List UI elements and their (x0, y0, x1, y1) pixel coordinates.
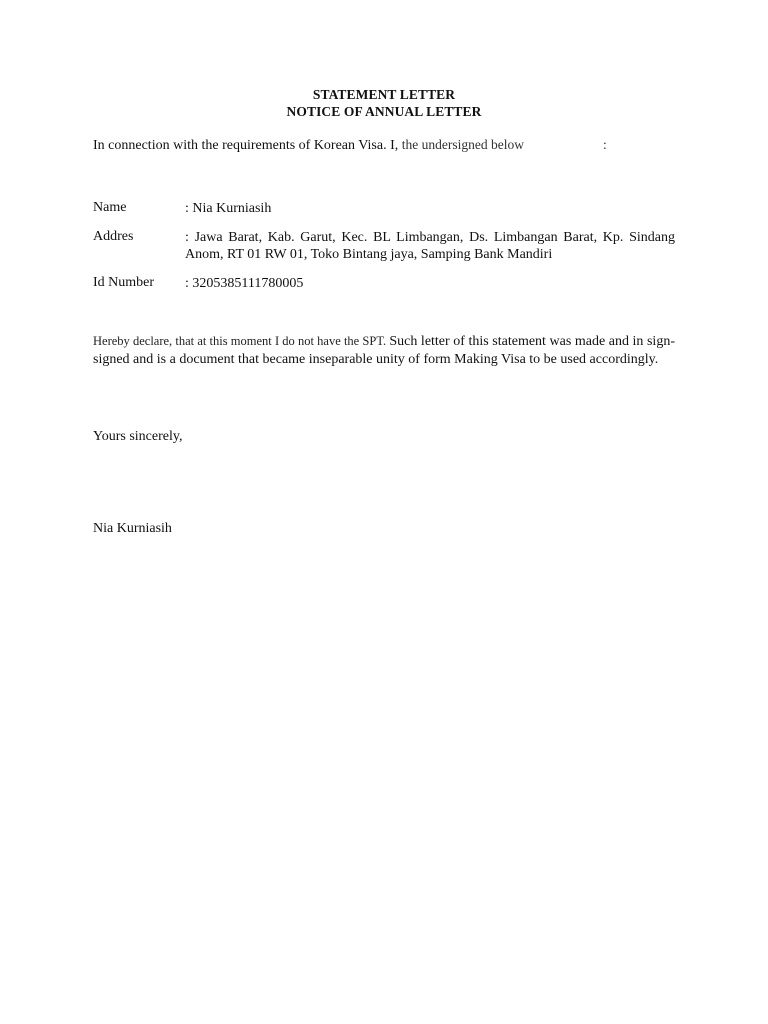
id-number-value: : 3205385111780005 (185, 276, 304, 291)
declaration-paragraph (93, 333, 675, 368)
id-number-label: Id Number (93, 275, 155, 290)
address-label: Addres (93, 229, 134, 244)
declaration-part2: Such letter of this statement was made and in sign-signed and is a document that became inseparable unity of form Making Visa to be used accordingly. (93, 334, 675, 367)
intro-text-main: In connection with the requirements of Korean Visa. I, (93, 138, 402, 153)
name-value: : Nia Kurniasih (185, 201, 272, 216)
address-value: : Jawa Barat, Kab. Garut, Kec. BL Limbangan, Ds. Limbangan Barat, Kp. Sindang Anom, RT 01 RW 01, Toko Bintang jaya, Samping Bank Mandiri (185, 230, 675, 262)
signer-name: Nia Kurniasih (93, 521, 172, 536)
name-label: Name (93, 200, 127, 215)
letter-subtitle: NOTICE OF ANNUAL LETTER (286, 104, 482, 119)
letter-title: STATEMENT LETTER (312, 87, 456, 102)
intro-colon: : (603, 137, 607, 152)
declaration-part1: Hereby declare, that at this moment I do not have the SPT. (93, 334, 390, 348)
closing-salutation: Yours sincerely, (93, 429, 183, 444)
intro-paragraph (93, 137, 607, 154)
intro-text-rest: the undersigned below (401, 137, 524, 152)
